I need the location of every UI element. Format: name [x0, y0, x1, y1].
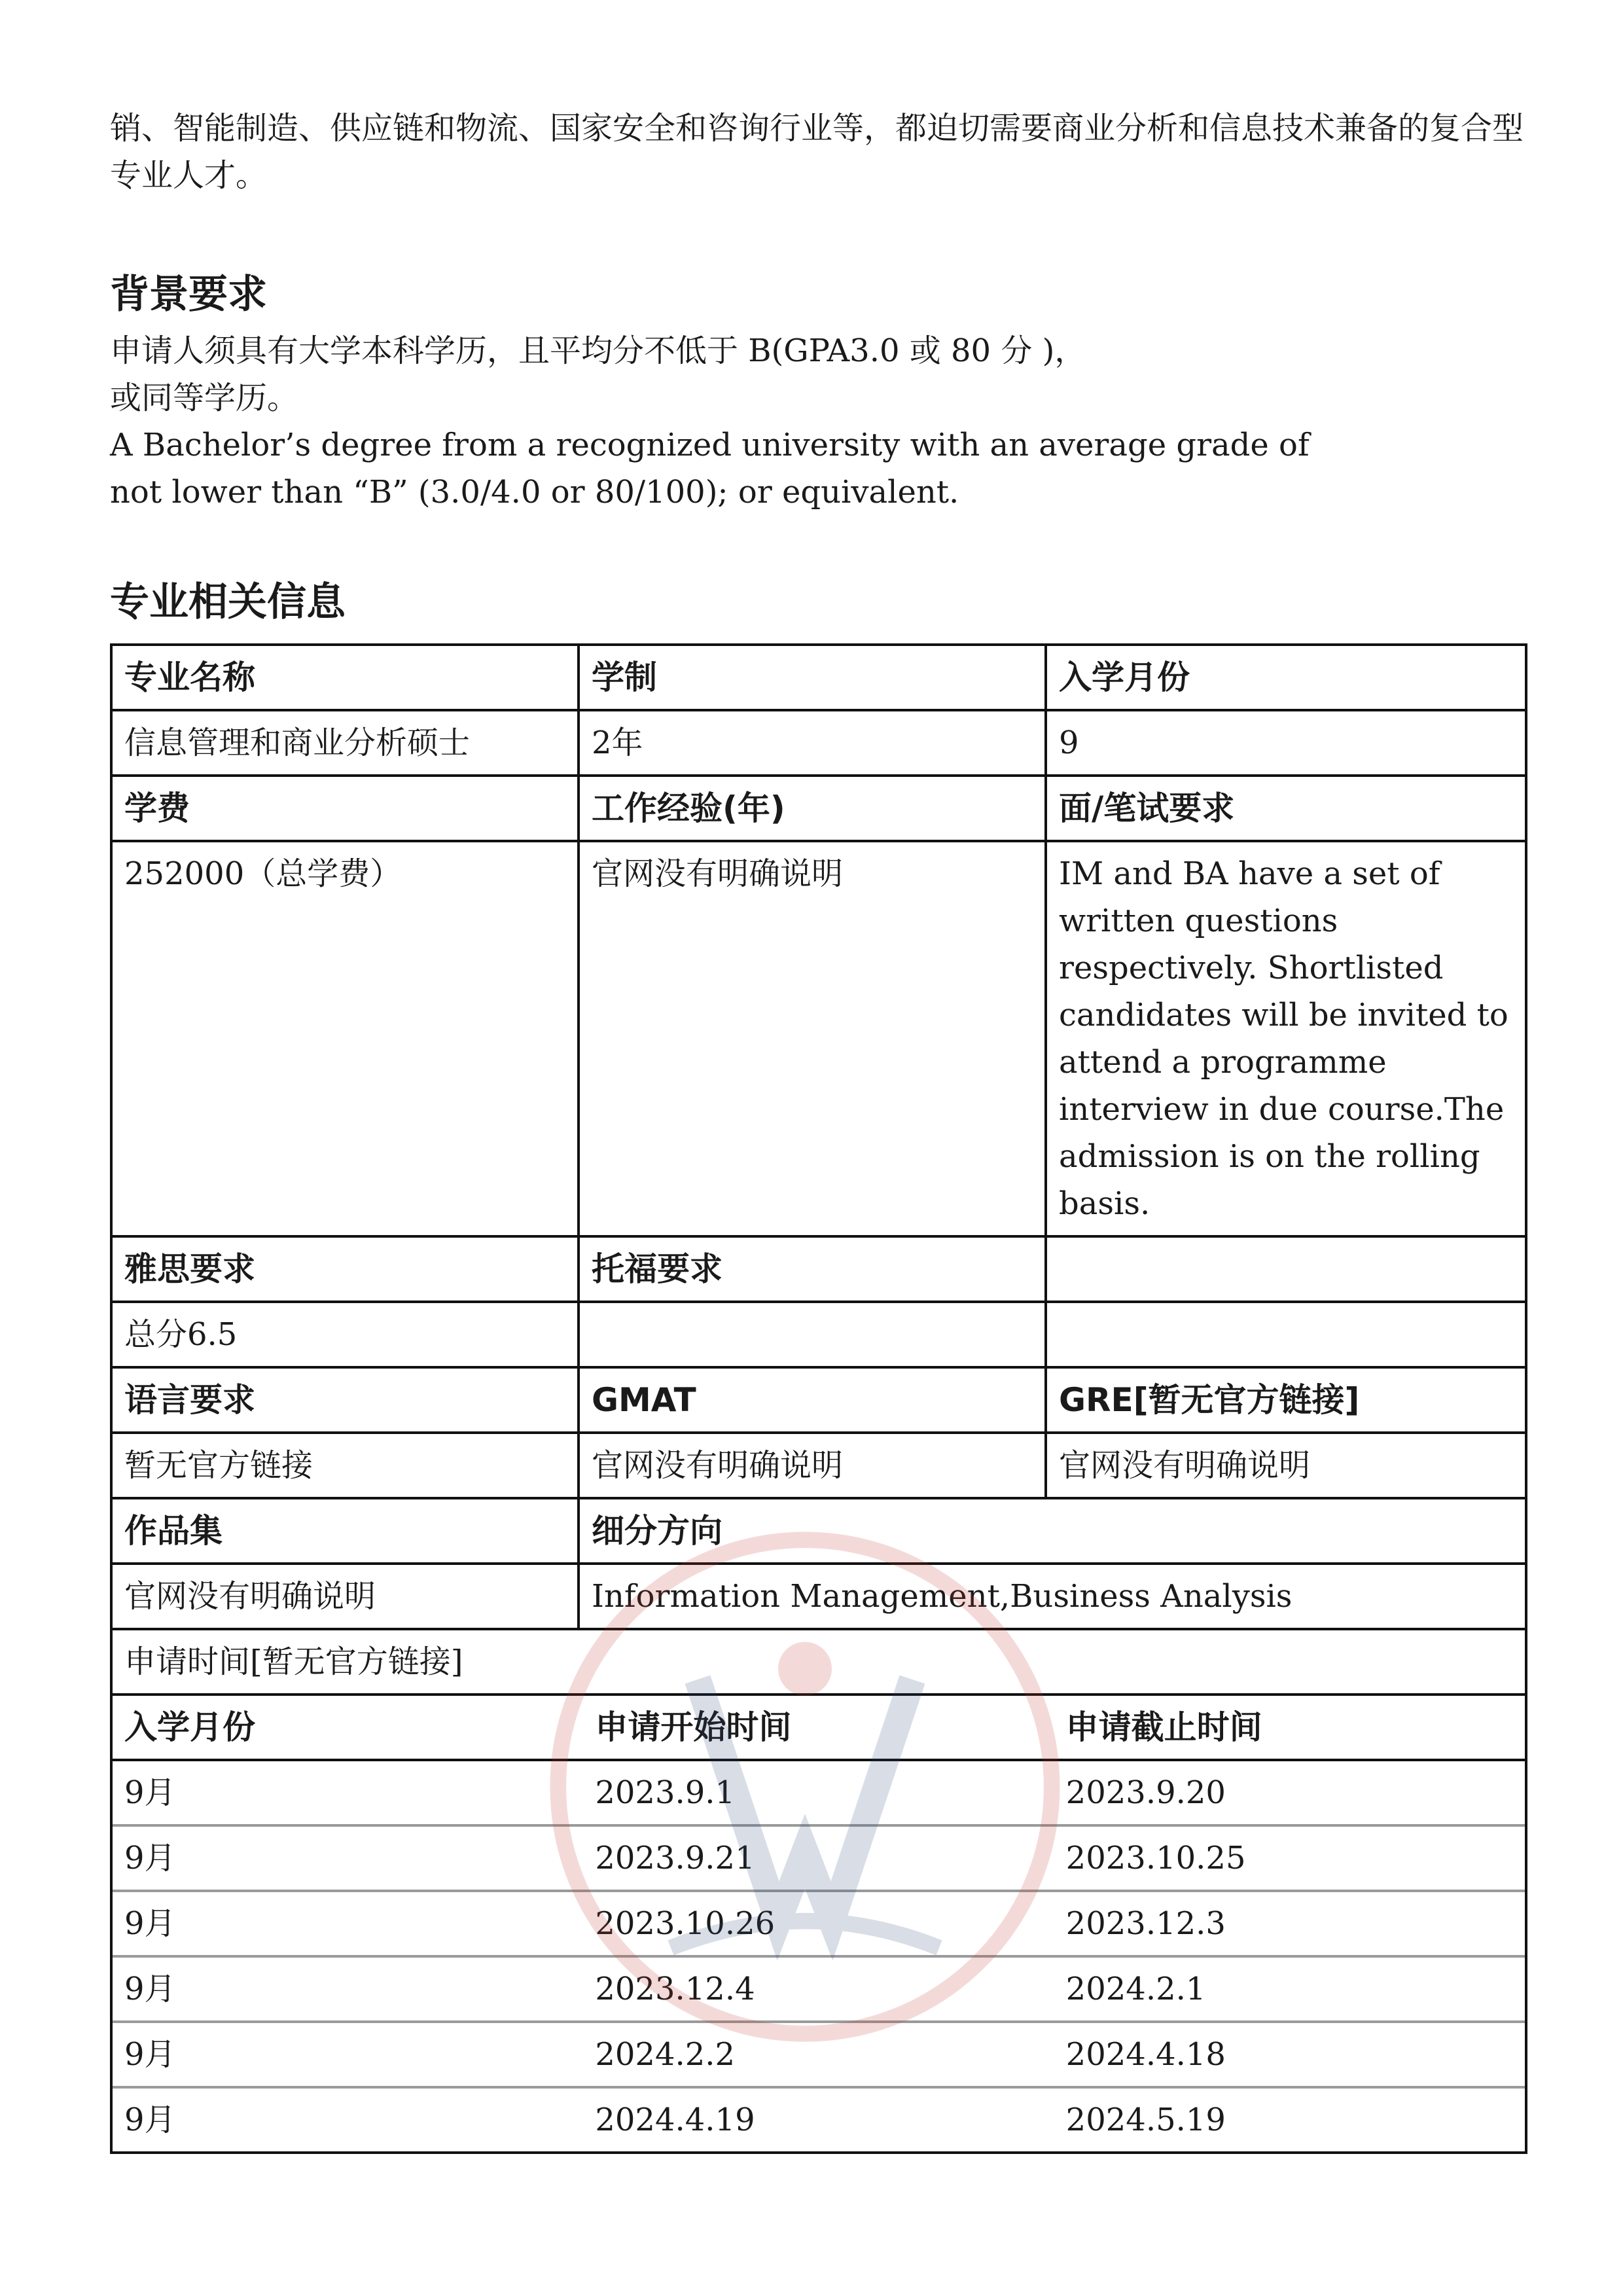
table-row: [111, 710, 1526, 776]
value-cell: [579, 1302, 1046, 1367]
value-cell: 官网没有明确说明: [111, 1564, 579, 1629]
schedule-table: [113, 1696, 1525, 2151]
schedule-cell: 2023.10.25: [1054, 1825, 1525, 1891]
schedule-row: [113, 2022, 1525, 2087]
table-row: [111, 1695, 1526, 2153]
table-row: [111, 841, 1526, 1236]
background-body: [110, 327, 1524, 516]
schedule-cell: 2024.5.19: [1065, 2102, 1226, 2138]
header-cell: 语言要求: [111, 1367, 579, 1433]
value-cell: 官网没有明确说明: [579, 1433, 1046, 1498]
schedule-header: 入学月份: [113, 1696, 583, 1760]
header-cell: 作品集: [111, 1498, 579, 1564]
background-line: A Bachelor’s degree from a recognized university with an average grade of: [110, 427, 1310, 463]
header-cell: 托福要求: [579, 1236, 1046, 1302]
header-cell: [1046, 1236, 1526, 1302]
table-row: [111, 645, 1526, 710]
schedule-cell: 2024.4.18: [1054, 2022, 1525, 2087]
schedule-row: [113, 1760, 1525, 1825]
value-cell: 总分6.5: [111, 1302, 579, 1367]
schedule-cell: 9月: [113, 1825, 583, 1891]
value-cell: Information Management,Business Analysis: [579, 1564, 1526, 1629]
header-cell: 入学月份: [1046, 645, 1526, 710]
schedule-cell: 2023.12.4: [583, 1956, 1054, 2022]
schedule-cell: 2023.10.26: [583, 1891, 1054, 1956]
schedule-cell: 2023.9.20: [1054, 1760, 1525, 1825]
intro-paragraph: 销、智能制造、供应链和物流、国家安全和咨询行业等，都迫切需要商业分析和信息技术兼备的复合型专业人才。: [110, 110, 1524, 194]
schedule-header: 申请截止时间: [1054, 1696, 1525, 1760]
application-time-label: 申请时间[暂无官方链接]: [111, 1629, 1526, 1695]
schedule-cell: 9月: [113, 1891, 583, 1956]
schedule-row: [113, 2087, 1525, 2151]
value-cell: 暂无官方链接: [111, 1433, 579, 1498]
value-cell: 官网没有明确说明: [1046, 1433, 1526, 1498]
schedule-row: [113, 1956, 1525, 2022]
value-cell: 9: [1046, 710, 1526, 776]
table-row: [111, 1498, 1526, 1564]
header-cell: 学制: [579, 645, 1046, 710]
header-cell: 细分方向: [579, 1498, 1526, 1564]
schedule-header-row: [113, 1696, 1525, 1760]
schedule-cell: 9月: [113, 1956, 583, 2022]
background-line: 申请人须具有大学本科学历，且平均分不低于 B(GPA3.0 或 80 分 )，: [110, 332, 1086, 369]
schedule-cell: 9月: [113, 2022, 583, 2087]
schedule-cell: 2024.4.19: [595, 2102, 755, 2138]
schedule-header: 申请开始时间: [583, 1696, 1054, 1760]
header-cell: 专业名称: [111, 645, 579, 710]
table-row: [111, 776, 1526, 841]
header-cell: 学费: [111, 776, 579, 841]
table-row: [111, 1629, 1526, 1695]
header-cell: 雅思要求: [111, 1236, 579, 1302]
background-line: not lower than “B” (3.0/4.0 or 80/100); or equivalent.: [110, 474, 959, 511]
table-row: [111, 1367, 1526, 1433]
value-cell: 信息管理和商业分析硕士: [111, 710, 579, 776]
value-cell: [1046, 1302, 1526, 1367]
value-cell: 官网没有明确说明: [579, 841, 1046, 1236]
header-cell: 面/笔试要求: [1046, 776, 1526, 841]
header-cell: GRE[暂无官方链接]: [1046, 1367, 1526, 1433]
background-title: 背景要求: [110, 272, 267, 317]
table-row: [111, 1433, 1526, 1498]
background-line: 或同等学历。: [110, 380, 299, 416]
header-cell: GMAT: [579, 1367, 1046, 1433]
interview-requirement-cell: IM and BA have a set of written questions respectively. Shortlisted candidates will be invited to attend a programme interview in due course.The admission is on the rolling basis.: [1046, 841, 1526, 1236]
table-row: [111, 1236, 1526, 1302]
table-row: [111, 1564, 1526, 1629]
header-cell: 工作经验(年): [579, 776, 1046, 841]
info-table: [110, 643, 1527, 2154]
schedule-container: [111, 1695, 1526, 2153]
schedule-cell: 2024.2.1: [1054, 1956, 1525, 2022]
value-cell: 252000（总学费）: [111, 841, 579, 1236]
schedule-row: [113, 1891, 1525, 1956]
schedule-row: [113, 1825, 1525, 1891]
schedule-cell: 2023.9.1: [583, 1760, 1054, 1825]
schedule-cell: 2024.2.2: [583, 2022, 1054, 2087]
schedule-cell: 2023.12.3: [1054, 1891, 1525, 1956]
value-cell: 2年: [579, 710, 1046, 776]
table-row: [111, 1302, 1526, 1367]
schedule-cell: 2023.9.21: [583, 1825, 1054, 1891]
info-title: 专业相关信息: [110, 579, 346, 625]
schedule-cell: 9月: [124, 2102, 176, 2138]
schedule-cell: 9月: [113, 1760, 583, 1825]
